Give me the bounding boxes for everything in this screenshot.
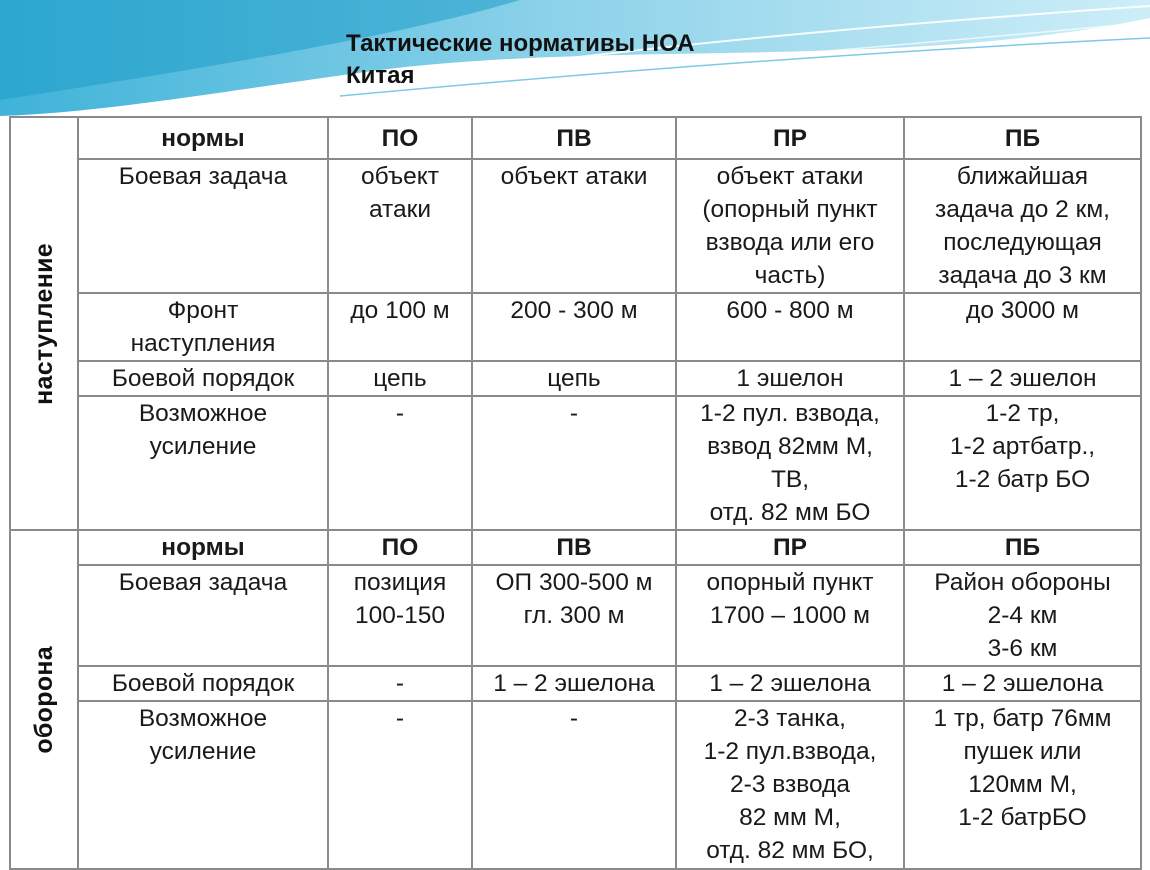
slide-title-line-2: Китая (346, 62, 415, 89)
attack-section-label: наступление (29, 242, 58, 405)
cell-text-line: 3-6 км (987, 635, 1058, 662)
cell-pr (676, 565, 904, 666)
cell-text-line: 1-2 артбатр., (949, 433, 1096, 460)
cell-text-line: наступления (130, 330, 276, 357)
cell-norm-label (78, 565, 328, 666)
cell-text-line: Возможное (138, 705, 268, 732)
cell-pv (472, 565, 676, 666)
cell-text-line: Возможное (138, 400, 268, 427)
table-row (10, 396, 1141, 530)
cell-text-line: - (395, 670, 405, 697)
cell-text-line: последующая (943, 229, 1102, 256)
cell-text-line: опорный пункт (706, 569, 874, 596)
table-row (10, 159, 1141, 293)
defense-section-cell (10, 530, 78, 869)
cell-po (328, 666, 472, 701)
cell-text-line: до 3000 м (966, 297, 1079, 324)
cell-text-line: атаки (368, 196, 432, 223)
cell-pv (472, 361, 676, 396)
cell-text-line: 1 – 2 эшелона (493, 670, 655, 697)
cell-pb (904, 565, 1141, 666)
table-row (10, 293, 1141, 361)
cell-pv (472, 666, 676, 701)
cell-text-line: Боевая задача (118, 569, 288, 596)
cell-text-line: 1 – 2 эшелона (941, 670, 1104, 697)
slide-title (346, 28, 906, 92)
cell-text-line: гл. 300 м (523, 602, 625, 629)
cell-pb (904, 666, 1141, 701)
cell-text-line: 82 мм М, (739, 804, 841, 831)
column-header-po: ПО (328, 117, 472, 159)
cell-pv (472, 396, 676, 530)
cell-text-line: усиление (149, 738, 257, 765)
table-row (10, 666, 1141, 701)
table-row (10, 701, 1141, 869)
cell-norm-label (78, 666, 328, 701)
cell-pv (472, 293, 676, 361)
cell-text-line: ОП 300-500 м (495, 569, 653, 596)
cell-text-line: цепь (373, 365, 427, 392)
cell-text-line: пушек или (963, 738, 1082, 765)
column-header-norm-label: нормы (78, 530, 328, 565)
cell-text-line: - (569, 400, 579, 427)
cell-text-line: до 100 м (350, 297, 450, 324)
cell-text-line: взвода или его (705, 229, 875, 256)
defense-section-label: оборона (29, 645, 58, 754)
cell-text-line: 1 – 2 эшелона (709, 670, 871, 697)
cell-pb (904, 293, 1141, 361)
cell-pv (472, 701, 676, 869)
cell-text-line: (опорный пункт (702, 196, 878, 223)
cell-text-line: объект атаки (500, 163, 648, 190)
cell-text-line: Боевая задача (118, 163, 288, 190)
cell-text-line: взвод 82мм М, (707, 433, 873, 460)
cell-pr (676, 293, 904, 361)
column-header-po: ПО (328, 530, 472, 565)
cell-text-line: отд. 82 мм БО (709, 499, 871, 526)
cell-pr (676, 701, 904, 869)
column-header-norm-label: нормы (78, 117, 328, 159)
cell-text-line: Район обороны (934, 569, 1111, 596)
cell-po (328, 159, 472, 293)
cell-text-line: 1-2 батр БО (954, 466, 1091, 493)
cell-text-line: Боевой порядок (111, 670, 295, 697)
cell-pr (676, 159, 904, 293)
cell-text-line: Фронт (167, 297, 239, 324)
cell-text-line: позиция (353, 569, 447, 596)
table-row (10, 565, 1141, 666)
column-header-pv: ПВ (472, 117, 676, 159)
cell-pb (904, 396, 1141, 530)
column-header-pv: ПВ (472, 530, 676, 565)
column-header-pb: ПБ (904, 117, 1141, 159)
cell-text-line: объект (361, 163, 439, 190)
cell-norm-label (78, 396, 328, 530)
cell-text-line: 2-3 взвода (730, 771, 850, 798)
cell-po (328, 701, 472, 869)
cell-text-line: ближайшая (956, 163, 1089, 190)
cell-text-line: 1-2 пул. взвода, (700, 400, 880, 427)
table-header-row (10, 117, 1141, 159)
norms-table (9, 116, 1142, 870)
column-header-pr: ПР (676, 117, 904, 159)
cell-norm-label (78, 293, 328, 361)
table-row (10, 361, 1141, 396)
cell-text-line: отд. 82 мм БО, (706, 837, 874, 864)
cell-text-line: 2-3 танка, (733, 705, 846, 732)
cell-text-line: ТВ, (770, 466, 810, 493)
cell-pr (676, 666, 904, 701)
slide-title-line-1: Тактические нормативы НОА (346, 30, 695, 57)
cell-pr (676, 361, 904, 396)
cell-text-line: 1700 – 1000 м (710, 602, 870, 629)
cell-norm-label (78, 159, 328, 293)
cell-po (328, 293, 472, 361)
column-header-pb: ПБ (904, 530, 1141, 565)
table-header-row (10, 530, 1141, 565)
cell-text-line: 1 тр, батр 76мм (933, 705, 1112, 732)
cell-text-line: 1-2 пул.взвода, (703, 738, 877, 765)
cell-text-line: часть) (754, 262, 826, 289)
cell-text-line: 100-150 (355, 602, 445, 629)
cell-pb (904, 159, 1141, 293)
cell-po (328, 396, 472, 530)
cell-pb (904, 361, 1141, 396)
cell-text-line: - (569, 705, 579, 732)
cell-text-line: 600 - 800 м (726, 297, 854, 324)
cell-po (328, 565, 472, 666)
cell-text-line: 2-4 км (987, 602, 1058, 629)
cell-text-line: объект атаки (716, 163, 864, 190)
cell-text-line: - (395, 705, 405, 732)
attack-section-cell (10, 117, 78, 530)
cell-text-line: - (395, 400, 405, 427)
column-header-pr: ПР (676, 530, 904, 565)
cell-text-line: 1 эшелон (736, 365, 844, 392)
cell-text-line: усиление (149, 433, 257, 460)
cell-text-line: 200 - 300 м (510, 297, 638, 324)
cell-text-line: задача до 2 км, (935, 196, 1110, 223)
cell-pv (472, 159, 676, 293)
cell-text-line: 1-2 тр, (985, 400, 1060, 427)
cell-norm-label (78, 361, 328, 396)
cell-text-line: задача до 3 км (938, 262, 1107, 289)
cell-norm-label (78, 701, 328, 869)
cell-text-line: цепь (547, 365, 601, 392)
cell-text-line: 1-2 батрБО (958, 804, 1087, 831)
cell-text-line: 1 – 2 эшелон (948, 365, 1097, 392)
cell-pr (676, 396, 904, 530)
cell-text-line: Боевой порядок (111, 365, 295, 392)
cell-po (328, 361, 472, 396)
cell-pb (904, 701, 1141, 869)
cell-text-line: 120мм М, (968, 771, 1077, 798)
